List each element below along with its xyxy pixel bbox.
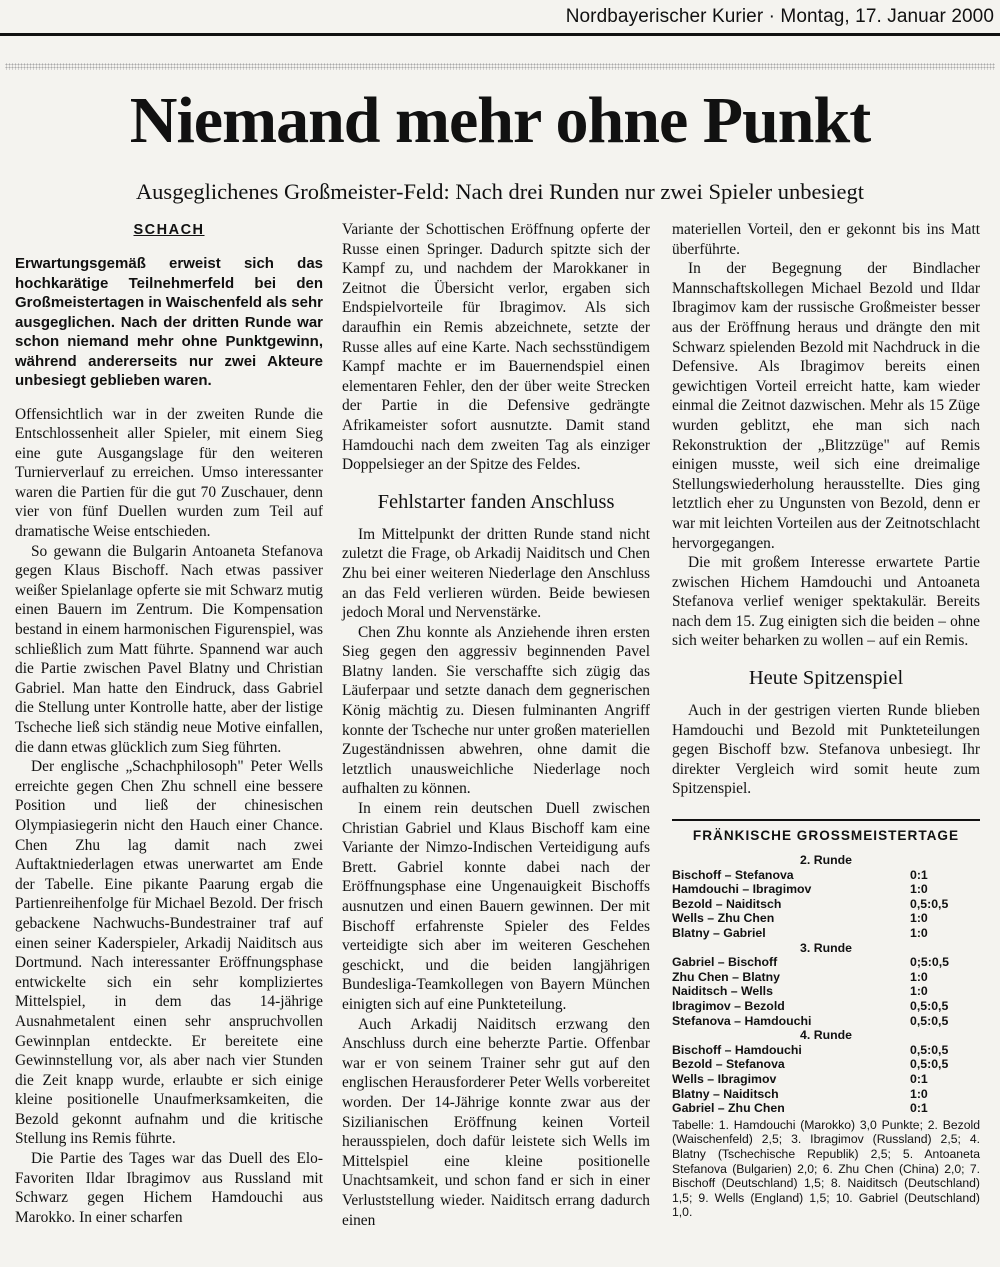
subheading-fehlstarter: Fehlstarter fanden Anschluss: [377, 490, 615, 513]
subheadline: Ausgeglichenes Großmeister-Feld: Nach drei Runden nur zwei Spieler unbesiegt: [135, 179, 865, 204]
pairing: Wells – Ibragimov: [672, 1071, 777, 1086]
score: 1:0: [910, 926, 928, 940]
pairing: Bezold – Stefanova: [672, 1057, 785, 1072]
score: 1:0: [910, 969, 928, 984]
pairing: Bischoff – Stefanova: [672, 867, 794, 882]
paragraph: Variante der Schottischen Eröffnung opferte der Russe einen Springer. Dadurch spitzte sich der Kampf zu, und nachdem der Marokkaner in Zeitnot die Übersicht verlor, ergaben sich Endspielvorteile für Ibragimov. Als sich daraufhin ein Remis abzeichnete, setzte der Russe alles auf eine Karte. Nach sechsstündigem Kampf machte er im Bauernendspiel einen elementaren Fehler, den der über weite Strecken der Partie in die Defensive gedrängte Afrikameister sofort ausnutzte. Damit stand Hamdouchi nach dem zweiten Tag als einziger Doppelsieger an der Spitze des Feldes.: [342, 221, 650, 474]
paragraph: In einem rein deutschen Duell zwischen Christian Gabriel und Klaus Bischoff kam eine Variante der Nimzo-Indischen Verteidigung aufs Brett. Gabriel konnte dabei nach der Eröffnungsphase eine Ungenauigkeit Bischoffs ausnutzen und einen Bauern gewinnen. Der mit Bischoff erfahrenste Spieler des Feldes verteidigte sich aber im weiteren Geschehen geschickt, und die beiden langjährigen Bundesliga-Teamkollegen von Bayern München einigten sich auf eine Punkteteilung.: [342, 800, 650, 1013]
section-kicker: SCHACH: [133, 222, 205, 238]
masthead: Nordbayerischer Kurier · Montag, 17. Januar 2000: [565, 6, 994, 27]
column-1: [15, 220, 323, 1227]
pairing: Stefanova – Hamdouchi: [672, 1013, 812, 1028]
pairing: Naiditsch – Wells: [672, 984, 773, 999]
pairing: Gabriel – Bischoff: [672, 955, 778, 970]
score: 0,5:0,5: [910, 896, 949, 911]
paragraph: In der Begegnung der Bindlacher Mannschaftskollegen Michael Bezold und Ildar Ibragimov kam der russische Großmeister besser aus der Eröffnung heraus und drängte den mit Schwarz spielenden Bezold mit Nachdruck in die Defensive. Als Ibragimov bereits einen gewichtigen Vorteil erreicht hatte, kam wieder einmal die Zeitnot dazwischen. Mehr als 15 Züge wurden geblitzt, ehe man sich nach Rekonstruktion der „Blitzzüge" auf Remis einigen musste, weil sich eine dreimalige Stellungswiederholung herausstellte. Dies ging letztlich eher zu Ungunsten von Bezold, denn er war mit leichten Vorteilen aus der Zeitnotschlacht hervorgegangen.: [672, 260, 980, 552]
pairing: Blatny – Gabriel: [672, 926, 766, 940]
column-2: [342, 220, 650, 1230]
pairing: Hamdouchi – Ibragimov: [672, 882, 812, 897]
subheading-spitzenspiel: Heute Spitzenspiel: [748, 667, 904, 690]
lead-paragraph: Erwartungsgemäß erweist sich das hochkarätige Teilnehmerfeld bei den Großmeistertagen in Waischenfeld als sehr ausgeglichen. Nach der dritten Runde war schon niemand mehr ohne Punktgewinn, während andererseits nur zwei Akteure unbesiegt geblieben waren.: [15, 255, 323, 389]
score: 0:1: [910, 1071, 928, 1086]
masthead-rule: [0, 33, 1000, 36]
result-row: [672, 1087, 980, 1102]
result-row: [672, 868, 980, 883]
results-table: [672, 853, 980, 1116]
round-title: 2. Runde: [800, 853, 852, 868]
paragraph: Der englische „Schachphilosoph" Peter Wells erreichte gegen Chen Zhu schnell eine bessere Position und ließ der chinesischen Olympiasiegerin nicht den Hauch einer Chance. Chen Zhu lag damit nach zwei Auftaktniederlagen etwas unerwartet am Ende der Tabelle. Eine pikante Paarung ergab die Partienreihenfolge für Michael Bezold. Der frisch gebackene Nachwuchs-Bundestrainer traf auf einen seiner Kaderspieler, Arkadij Naiditsch aus Dortmund. Nach interessanter Eröffnungsphase entwickelte sich ein sehr kompliziertes Mittelspiel, in dem das 14-jährige Ausnahmetalent einen sehr anspruchvollen Gewinnplan entdeckte. Er bereitete eine Gewinnstellung vor, als aber nach vier Stunden die Zeit knapp wurde, erlaubte er sich einige kleine positionelle Unaufmerksamkeiten, die Bezold gekonnt aufnahm und die kritische Stellung ins Remis führte.: [15, 758, 323, 1148]
paragraph: Offensichtlich war in der zweiten Runde die Entschlossenheit aller Spieler, mit einem Sieg eine gute Ausgangslage für den weiteren Turnierverlauf zu erreichen. Umso interessanter waren die Partien für die gut 70 Zuschauer, denn vier von fünf Duellen wurden zum Teil auf dramatische Weise entschieden.: [15, 405, 323, 541]
pairing: Bischoff – Hamdouchi: [672, 1042, 802, 1057]
pairing: Bezold – Naiditsch: [672, 896, 782, 911]
result-row: [672, 1014, 980, 1029]
result-row: [672, 1072, 980, 1087]
standings-table: Tabelle: 1. Hamdouchi (Marokko) 3,0 Punkte; 2. Bezold (Waischenfeld) 2,5; 3. Ibragimov (Russland) 2,5; 4. Blatny (Tschechische Republik) 2,5; 5. Antoaneta Stefanova (Bulgarien) 2,0; 6. Zhu Chen (China) 2,0; 7. Bischoff (Deutschland) 1,5; 8. Naiditsch (Deutschland) 1,5; 9. Wells (England) 1,5; 10. Gabriel (Deutschland) 1,0.: [672, 1117, 980, 1220]
score: 1:0: [910, 1086, 928, 1101]
round-title: 3. Runde: [800, 940, 852, 955]
paragraph: Im Mittelpunkt der dritten Runde stand nicht zuletzt die Frage, ob Arkadij Naiditsch und Chen Zhu bei einer weiteren Niederlage den Anschluss an das Feld verlieren würden. Beide bewiesen jedoch Moral und Nervenstärke.: [342, 525, 650, 622]
score: 1:0: [910, 882, 928, 897]
score: 0,5:0,5: [910, 1042, 949, 1057]
score: 1:0: [910, 984, 928, 999]
score: 0:1: [910, 867, 928, 882]
result-row: [672, 926, 980, 941]
result-row: [672, 1101, 980, 1116]
halftone-band: [5, 63, 995, 70]
result-row: [672, 999, 980, 1014]
score: 0,5:0,5: [910, 998, 949, 1013]
result-row: [672, 970, 980, 985]
paragraph: Die mit großem Interesse erwartete Partie zwischen Hichem Hamdouchi und Antoaneta Stefanova verlief weniger spektakulär. Bereits nach dem 15. Zug einigten sich die beiden – ohne sich weiter beharken zu wollen – auf ein Remis.: [672, 554, 980, 650]
result-row: [672, 911, 980, 926]
paragraph: Chen Zhu konnte als Anziehende ihren ersten Sieg gegen den aggressiv beginnenden Pavel Blatny landen. Sie verschaffte sich zügig das Läuferpaar und setzte danach dem gegnerischen König mächtig zu. Diesen fulminanten Angriff konnte der Tscheche nur unter großen materiellen Zugeständnissen abwehren, ohne damit die letztlich unausweichliche Niederlage noch aufhalten zu können.: [342, 623, 650, 798]
result-row: [672, 897, 980, 912]
paragraph: Die Partie des Tages war das Duell des Elo-Favoriten Ildar Ibragimov aus Russland mit Schwarz gegen Hichem Hamdouchi aus Marokko. In einer scharfen: [15, 1150, 323, 1226]
headline: Niemand mehr ohne Punkt: [129, 84, 871, 157]
pairing: Blatny – Naiditsch: [672, 1086, 779, 1101]
pairing: Ibragimov – Bezold: [672, 998, 785, 1013]
pairing: Gabriel – Zhu Chen: [672, 1101, 785, 1116]
score: 0:1: [910, 1101, 928, 1116]
column-3: [672, 220, 980, 1220]
paragraph: Auch Arkadij Naiditsch erzwang den Anschluss durch eine beherzte Partie. Offenbar war er von seinem Trainer sehr gut auf den englischen Herausforderer Peter Wells vorbereitet worden. Der 14-Jährige konnte zwar aus der Sizilianischen Eröffnung keinen Vorteil herausspielen, doch dafür leistete sich Wells im Mittelspiel eine kleine positionelle Unachtsamkeit, und schon fand er sich in einer Verluststellung wieder. Naiditsch errang dadurch einen: [342, 1015, 650, 1229]
score: 0;5:0,5: [910, 955, 949, 970]
paragraph: materiellen Vorteil, den er gekonnt bis ins Matt überführte.: [672, 221, 980, 258]
score: 0,5:0,5: [910, 1057, 949, 1072]
pairing: Zhu Chen – Blatny: [672, 969, 780, 984]
result-row: [672, 1043, 980, 1058]
pairing: Wells – Zhu Chen: [672, 911, 775, 926]
result-row: [672, 1057, 980, 1072]
paragraph: So gewann die Bulgarin Antoaneta Stefanova gegen Klaus Bischoff. Nach etwas passiver weißer Spielanlage opferte sie mit Schwarz mutig einen Bauern im Zentrum. Die Kompensation bestand in einem harmonischen Figurenspiel, was schließlich zum Matt führte. Spannend war auch die Partie zwischen Pavel Blatny und Christian Gabriel. Man hatte den Eindruck, dass Gabriel die Stellung unter Kontrolle hatte, aber der listige Tscheche ließ sich ständig neue Motive einfallen, die dann etwas glücklich zum Sieg führten.: [15, 542, 323, 756]
score: 0,5:0,5: [910, 1013, 949, 1028]
results-box-title: FRÄNKISCHE GROSSMEISTERTAGE: [672, 819, 980, 845]
round-title: 4. Runde: [800, 1028, 852, 1043]
score: 1:0: [910, 911, 928, 926]
result-row: [672, 882, 980, 897]
result-row: [672, 984, 980, 999]
paragraph: Auch in der gestrigen vierten Runde blieben Hamdouchi und Bezold mit Punkteteilungen gegen Bischoff bzw. Stefanova unbesiegt. Ihr direkter Vergleich wird somit heute zum Spitzenspiel.: [672, 702, 980, 798]
result-row: [672, 955, 980, 970]
